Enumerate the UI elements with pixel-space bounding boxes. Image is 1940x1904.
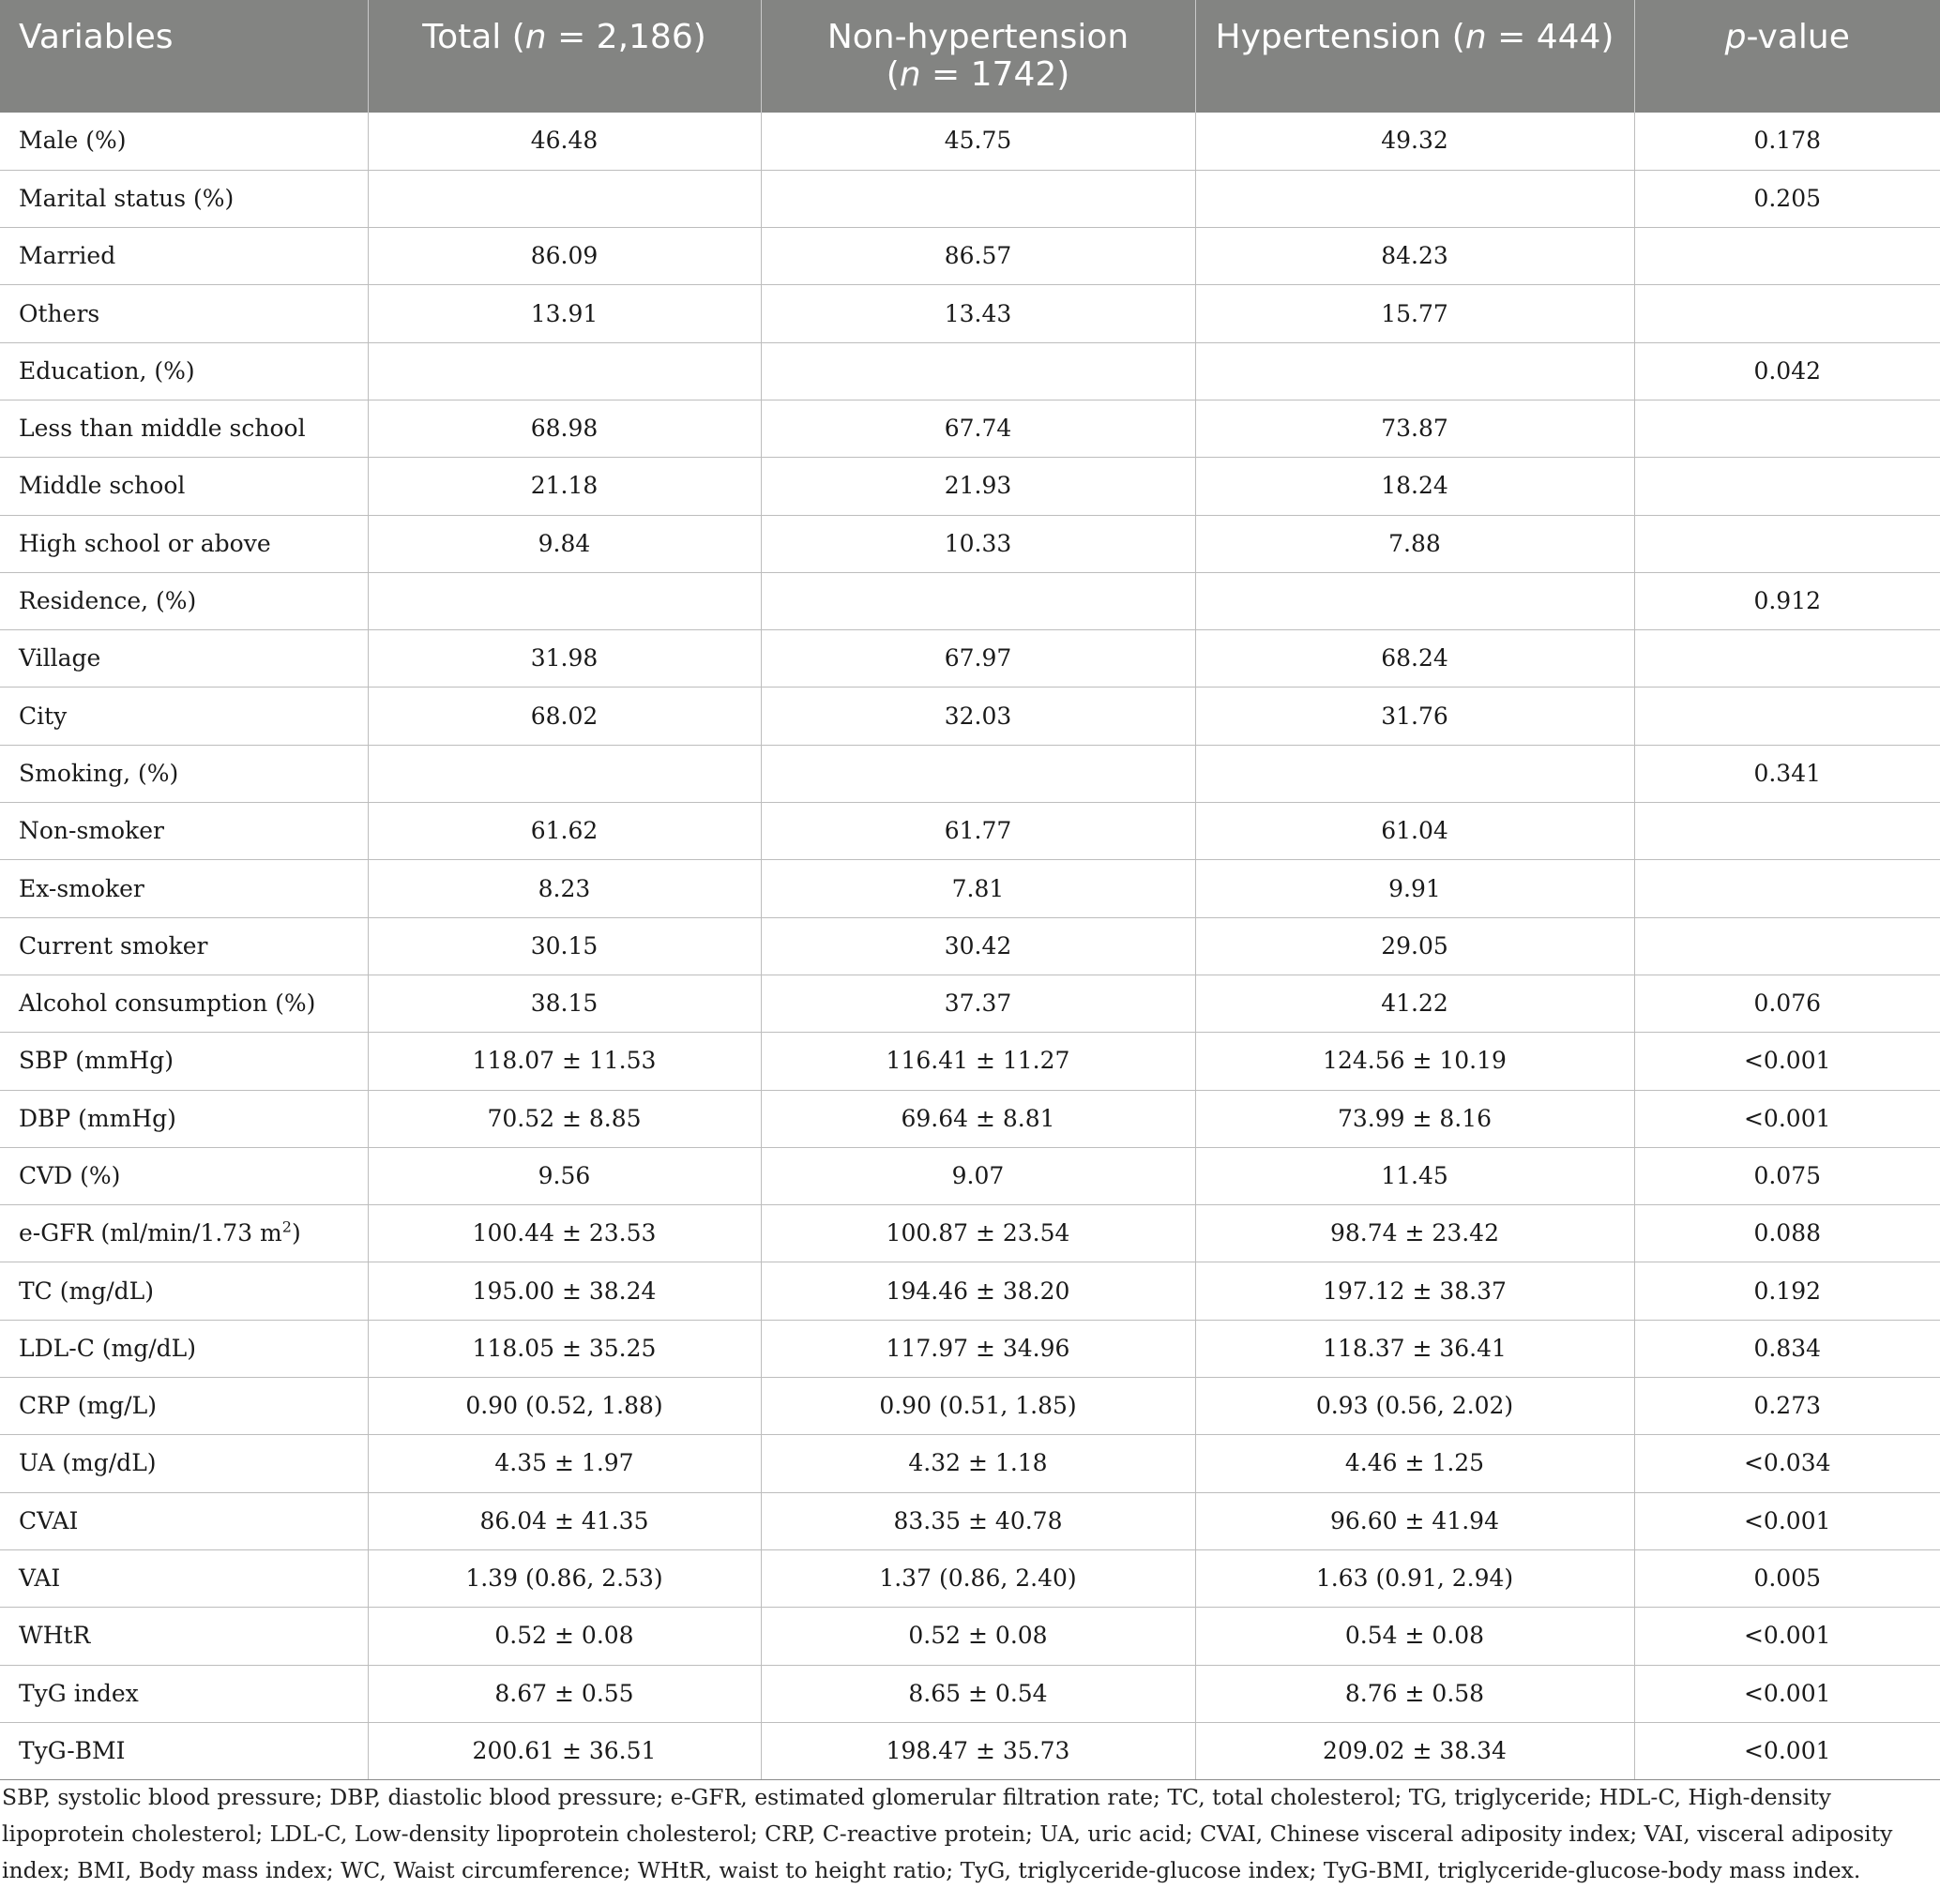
cell-non-hypertension: 0.52 ± 0.08: [761, 1608, 1195, 1665]
cell-p-value: 0.088: [1634, 1205, 1940, 1262]
cell-variable: SBP (mmHg): [0, 1033, 368, 1090]
cell-variable: Ex-smoker: [0, 860, 368, 917]
cell-p-value: 0.341: [1634, 745, 1940, 802]
cell-hypertension: 15.77: [1195, 285, 1634, 342]
header-non-hypertension: Non-hypertension (n = 1742): [761, 0, 1195, 113]
cell-p-value: [1634, 688, 1940, 745]
cell-hypertension: 29.05: [1195, 917, 1634, 975]
table-row: [0, 1147, 1940, 1204]
cell-total: [368, 342, 761, 400]
cell-p-value: 0.005: [1634, 1549, 1940, 1607]
table-row: [0, 572, 1940, 629]
cell-hypertension: 61.04: [1195, 803, 1634, 860]
cell-p-value: [1634, 515, 1940, 572]
cell-variable: VAI: [0, 1549, 368, 1607]
cell-non-hypertension: 198.47 ± 35.73: [761, 1722, 1195, 1779]
cell-variable: Marital status (%): [0, 170, 368, 227]
cell-total: [368, 170, 761, 227]
cell-hypertension: 49.32: [1195, 113, 1634, 170]
table-row: [0, 285, 1940, 342]
cell-non-hypertension: 83.35 ± 40.78: [761, 1492, 1195, 1549]
cell-hypertension: 7.88: [1195, 515, 1634, 572]
table-row: [0, 803, 1940, 860]
cell-total: 1.39 (0.86, 2.53): [368, 1549, 761, 1607]
cell-total: 13.91: [368, 285, 761, 342]
table-row: [0, 515, 1940, 572]
cell-total: 9.56: [368, 1147, 761, 1204]
cell-p-value: <0.001: [1634, 1090, 1940, 1147]
cell-total: 8.67 ± 0.55: [368, 1665, 761, 1722]
cell-hypertension: 118.37 ± 36.41: [1195, 1320, 1634, 1377]
cell-total: 118.07 ± 11.53: [368, 1033, 761, 1090]
cell-hypertension: 31.76: [1195, 688, 1634, 745]
header-row: [0, 0, 1940, 113]
cell-total: 46.48: [368, 113, 761, 170]
table-row: [0, 458, 1940, 515]
table-row: [0, 170, 1940, 227]
cell-hypertension: 124.56 ± 10.19: [1195, 1033, 1634, 1090]
cell-variable: LDL-C (mg/dL): [0, 1320, 368, 1377]
cell-non-hypertension: 37.37: [761, 975, 1195, 1032]
cell-non-hypertension: 117.97 ± 34.96: [761, 1320, 1195, 1377]
table-row: [0, 688, 1940, 745]
cell-p-value: [1634, 285, 1940, 342]
cell-hypertension: 1.63 (0.91, 2.94): [1195, 1549, 1634, 1607]
cell-non-hypertension: [761, 572, 1195, 629]
cell-variable: City: [0, 688, 368, 745]
cell-p-value: 0.178: [1634, 113, 1940, 170]
cell-p-value: <0.001: [1634, 1665, 1940, 1722]
cell-p-value: <0.001: [1634, 1033, 1940, 1090]
table-row: [0, 1090, 1940, 1147]
table-row: [0, 1435, 1940, 1492]
cell-hypertension: 197.12 ± 38.37: [1195, 1262, 1634, 1320]
cell-total: 68.02: [368, 688, 761, 745]
cell-total: 31.98: [368, 630, 761, 688]
cell-total: 38.15: [368, 975, 761, 1032]
cell-variable: Less than middle school: [0, 400, 368, 457]
cell-hypertension: 9.91: [1195, 860, 1634, 917]
cell-variable: CVD (%): [0, 1147, 368, 1204]
table-row: [0, 917, 1940, 975]
table-row: [0, 745, 1940, 802]
cell-non-hypertension: 7.81: [761, 860, 1195, 917]
cell-variable: DBP (mmHg): [0, 1090, 368, 1147]
cell-hypertension: 73.87: [1195, 400, 1634, 457]
cell-non-hypertension: [761, 342, 1195, 400]
cell-p-value: 0.192: [1634, 1262, 1940, 1320]
header-total: Total (n = 2,186): [368, 0, 761, 113]
cell-hypertension: 73.99 ± 8.16: [1195, 1090, 1634, 1147]
cell-hypertension: 68.24: [1195, 630, 1634, 688]
cell-hypertension: [1195, 342, 1634, 400]
cell-non-hypertension: 1.37 (0.86, 2.40): [761, 1549, 1195, 1607]
cell-p-value: <0.001: [1634, 1492, 1940, 1549]
cell-p-value: 0.912: [1634, 572, 1940, 629]
cell-p-value: [1634, 458, 1940, 515]
cell-p-value: [1634, 860, 1940, 917]
cell-total: 30.15: [368, 917, 761, 975]
cell-non-hypertension: 61.77: [761, 803, 1195, 860]
cell-non-hypertension: 100.87 ± 23.54: [761, 1205, 1195, 1262]
cell-variable: UA (mg/dL): [0, 1435, 368, 1492]
cell-variable: Education, (%): [0, 342, 368, 400]
cell-hypertension: 98.74 ± 23.42: [1195, 1205, 1634, 1262]
table-row: [0, 1722, 1940, 1779]
cell-total: 21.18: [368, 458, 761, 515]
cell-non-hypertension: 32.03: [761, 688, 1195, 745]
cell-p-value: [1634, 228, 1940, 285]
cell-non-hypertension: 8.65 ± 0.54: [761, 1665, 1195, 1722]
cell-non-hypertension: 13.43: [761, 285, 1195, 342]
cell-total: 0.52 ± 0.08: [368, 1608, 761, 1665]
cell-variable: High school or above: [0, 515, 368, 572]
cell-non-hypertension: 116.41 ± 11.27: [761, 1033, 1195, 1090]
cell-non-hypertension: 30.42: [761, 917, 1195, 975]
superscript: 2: [281, 1217, 292, 1236]
cell-p-value: [1634, 917, 1940, 975]
cell-variable: Residence, (%): [0, 572, 368, 629]
cell-non-hypertension: 45.75: [761, 113, 1195, 170]
cell-variable: Middle school: [0, 458, 368, 515]
cell-non-hypertension: 67.97: [761, 630, 1195, 688]
table-row: [0, 1205, 1940, 1262]
table-row: [0, 400, 1940, 457]
table-row: [0, 228, 1940, 285]
cell-total: [368, 572, 761, 629]
header-hypertension: Hypertension (n = 444): [1195, 0, 1634, 113]
cell-variable: e-GFR (ml/min/1.73 $m^2$): [0, 1205, 368, 1262]
cell-variable: Current smoker: [0, 917, 368, 975]
cell-total: 0.90 (0.52, 1.88): [368, 1378, 761, 1435]
cell-p-value: <0.034: [1634, 1435, 1940, 1492]
cell-hypertension: 0.93 (0.56, 2.02): [1195, 1378, 1634, 1435]
cell-p-value: 0.075: [1634, 1147, 1940, 1204]
cell-hypertension: 0.54 ± 0.08: [1195, 1608, 1634, 1665]
table-row: [0, 113, 1940, 170]
cell-p-value: [1634, 630, 1940, 688]
cell-variable: Others: [0, 285, 368, 342]
cell-variable: Married: [0, 228, 368, 285]
cell-p-value: 0.834: [1634, 1320, 1940, 1377]
cell-total: 9.84: [368, 515, 761, 572]
cell-non-hypertension: 4.32 ± 1.18: [761, 1435, 1195, 1492]
cell-total: 86.04 ± 41.35: [368, 1492, 761, 1549]
table-row: [0, 1262, 1940, 1320]
cell-non-hypertension: 86.57: [761, 228, 1195, 285]
table-row: [0, 1378, 1940, 1435]
cell-hypertension: 8.76 ± 0.58: [1195, 1665, 1634, 1722]
cell-hypertension: 11.45: [1195, 1147, 1634, 1204]
header-variables: Variables: [0, 0, 368, 113]
table-row: [0, 1033, 1940, 1090]
table-row: [0, 975, 1940, 1032]
cell-p-value: [1634, 400, 1940, 457]
cell-non-hypertension: 10.33: [761, 515, 1195, 572]
cell-total: 200.61 ± 36.51: [368, 1722, 761, 1779]
cell-non-hypertension: 9.07: [761, 1147, 1195, 1204]
cell-total: 86.09: [368, 228, 761, 285]
cell-total: 61.62: [368, 803, 761, 860]
cell-variable: TyG-BMI: [0, 1722, 368, 1779]
cell-hypertension: 209.02 ± 38.34: [1195, 1722, 1634, 1779]
cell-total: 118.05 ± 35.25: [368, 1320, 761, 1377]
cell-variable: WHtR: [0, 1608, 368, 1665]
cell-variable: CVAI: [0, 1492, 368, 1549]
table-row: [0, 860, 1940, 917]
cell-hypertension: 4.46 ± 1.25: [1195, 1435, 1634, 1492]
cell-variable: Non-smoker: [0, 803, 368, 860]
cell-hypertension: 96.60 ± 41.94: [1195, 1492, 1634, 1549]
cell-p-value: <0.001: [1634, 1608, 1940, 1665]
table-row: [0, 1492, 1940, 1549]
cell-p-value: [1634, 803, 1940, 860]
table-body: [0, 113, 1940, 1780]
table-row: [0, 1549, 1940, 1607]
cell-p-value: 0.273: [1634, 1378, 1940, 1435]
cell-variable: TyG index: [0, 1665, 368, 1722]
cell-variable: Male (%): [0, 113, 368, 170]
table-footnote: SBP, systolic blood pressure; DBP, diastolic blood pressure; e-GFR, estimated glomerular filtration rate; TC, total cholesterol; TG, triglyceride; HDL-C, High-density lipoprotein cholesterol; LDL-C, Low-density lipoprotein cholesterol; CRP, C-reactive protein; UA, uric acid; CVAI, Chinese visceral adiposity index; VAI, visceral adiposity index; BMI, Body mass index; WC, Waist circumference; WHtR, waist to height ratio; TyG, triglyceride-glucose index; TyG-BMI, triglyceride-glucose-body mass index.: [2, 1784, 1893, 1883]
cell-non-hypertension: 69.64 ± 8.81: [761, 1090, 1195, 1147]
cell-p-value: 0.205: [1634, 170, 1940, 227]
cell-p-value: 0.076: [1634, 975, 1940, 1032]
cell-hypertension: 41.22: [1195, 975, 1634, 1032]
cell-hypertension: [1195, 170, 1634, 227]
cell-non-hypertension: [761, 745, 1195, 802]
table-row: [0, 1320, 1940, 1377]
cell-hypertension: [1195, 745, 1634, 802]
table-row: [0, 1608, 1940, 1665]
cell-total: 70.52 ± 8.85: [368, 1090, 761, 1147]
cell-non-hypertension: 194.46 ± 38.20: [761, 1262, 1195, 1320]
table-row: [0, 342, 1940, 400]
header-p-value: p-value: [1724, 18, 1850, 56]
cell-p-value: 0.042: [1634, 342, 1940, 400]
cell-hypertension: 18.24: [1195, 458, 1634, 515]
cell-non-hypertension: 21.93: [761, 458, 1195, 515]
cell-total: 8.23: [368, 860, 761, 917]
cell-total: 68.98: [368, 400, 761, 457]
cell-total: 100.44 ± 23.53: [368, 1205, 761, 1262]
cell-non-hypertension: 67.74: [761, 400, 1195, 457]
cell-total: 195.00 ± 38.24: [368, 1262, 761, 1320]
cell-total: 4.35 ± 1.97: [368, 1435, 761, 1492]
table-row: [0, 630, 1940, 688]
cell-variable: Alcohol consumption (%): [0, 975, 368, 1032]
cell-non-hypertension: [761, 170, 1195, 227]
table-row: [0, 1665, 1940, 1722]
cell-variable: Smoking, (%): [0, 745, 368, 802]
cell-non-hypertension: 0.90 (0.51, 1.85): [761, 1378, 1195, 1435]
cell-p-value: <0.001: [1634, 1722, 1940, 1779]
cell-variable: Village: [0, 630, 368, 688]
cell-hypertension: [1195, 572, 1634, 629]
cell-hypertension: 84.23: [1195, 228, 1634, 285]
table-header: [0, 0, 1940, 113]
cell-variable: TC (mg/dL): [0, 1262, 368, 1320]
cell-variable: CRP (mg/L): [0, 1378, 368, 1435]
cell-total: [368, 745, 761, 802]
